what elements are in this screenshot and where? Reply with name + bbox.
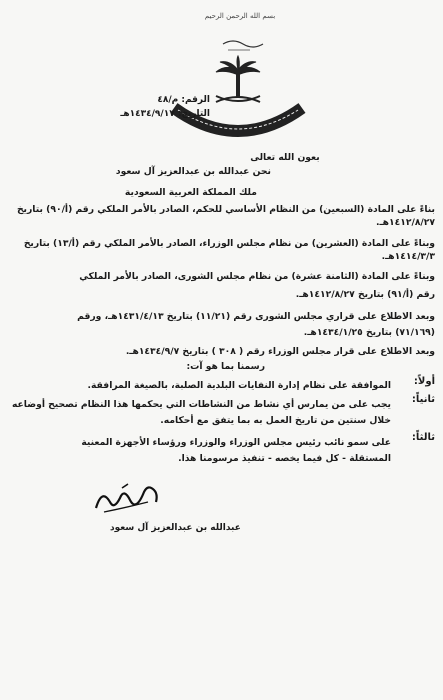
- king-title: ملك المملكة العربية السعودية: [124, 187, 257, 198]
- clause-2-line-2: خلال سنتين من تاريخ العمل به بما يتفق مع أحكامه.: [160, 415, 391, 426]
- clause-3-line-1: على سمو نائب رئيس مجلس الوزراء والوزراء ورؤساء الأجهزة المعنية: [81, 437, 391, 448]
- preamble-2-line-2: ١٤١٤/٣/٣هـ.: [381, 251, 435, 262]
- letterhead-bismillah: بسم الله الرحمن الرحيم: [204, 12, 276, 20]
- clause-3-label: ثالثاً:: [411, 432, 435, 443]
- reference-date: التاريخ: ١٤٣٤/٩/١٧هـ: [120, 109, 210, 119]
- preamble-4-line-2: (٧١/١٦٩) بتاريخ ١٤٣٤/١/٢٥هـ.: [303, 327, 435, 338]
- clause-2-label: ثانياً:: [411, 394, 435, 405]
- preamble-2-line-1: وبناءً على المادة (العشرين) من نظام مجلس الوزراء، الصادر بالأمر الملكي رقم (أ/١٣) بتاريخ: [23, 238, 435, 249]
- reference-number: الرقم: م/٤٨: [157, 95, 210, 105]
- preamble-1-line-1: بناءً على المادة (السبعين) من النظام الأساسي للحكم، الصادر بالأمر الملكي رقم (أ/٩٠) بتاريخ: [16, 204, 435, 215]
- decree-intro: رسمنا بما هو آت:: [186, 361, 265, 372]
- preamble-3-line-2: رقم (أ/٩١) بتاريخ ١٤١٢/٨/٢٧هـ.: [295, 289, 435, 300]
- clause-1-text: الموافقة على نظام إدارة النفايات البلدية الصلبة، بالصيغة المرافقة.: [87, 380, 391, 391]
- clause-2-line-1: يجب على من يمارس أي نشاط من النشاطات التي يحكمها هذا النظام تصحيح أوضاعه: [11, 399, 391, 410]
- clause-3-line-2: المستقلة - كل فيما يخصه - تنفيذ مرسومنا هذا.: [178, 453, 391, 464]
- clause-1-label: أولاً:: [413, 376, 435, 387]
- invocation: بعون الله تعالى: [250, 152, 320, 163]
- preamble-3-line-1: وبناءً على المادة (الثامنة عشرة) من نظام مجلس الشورى، الصادر بالأمر الملكي: [79, 271, 435, 282]
- signatory-name: عبدالله بن عبدالعزيز آل سعود: [110, 523, 241, 533]
- preamble-5: وبعد الاطلاع على قرار مجلس الوزراء رقم ( ٣٠٨ ) بتاريخ ١٤٣٤/٩/٧هـ.: [125, 346, 435, 357]
- preamble-1-line-2: ١٤١٢/٨/٢٧هـ.: [376, 217, 435, 228]
- preamble-4-line-1: وبعد الاطلاع على قراري مجلس الشورى رقم (١١/٢١) بتاريخ ١٤٣١/٤/١٣هـ، ورقم: [77, 311, 435, 322]
- issuer-line: نحن عبدالله بن عبدالعزيز آل سعود: [115, 166, 271, 177]
- handwritten-signature-icon: [92, 478, 162, 518]
